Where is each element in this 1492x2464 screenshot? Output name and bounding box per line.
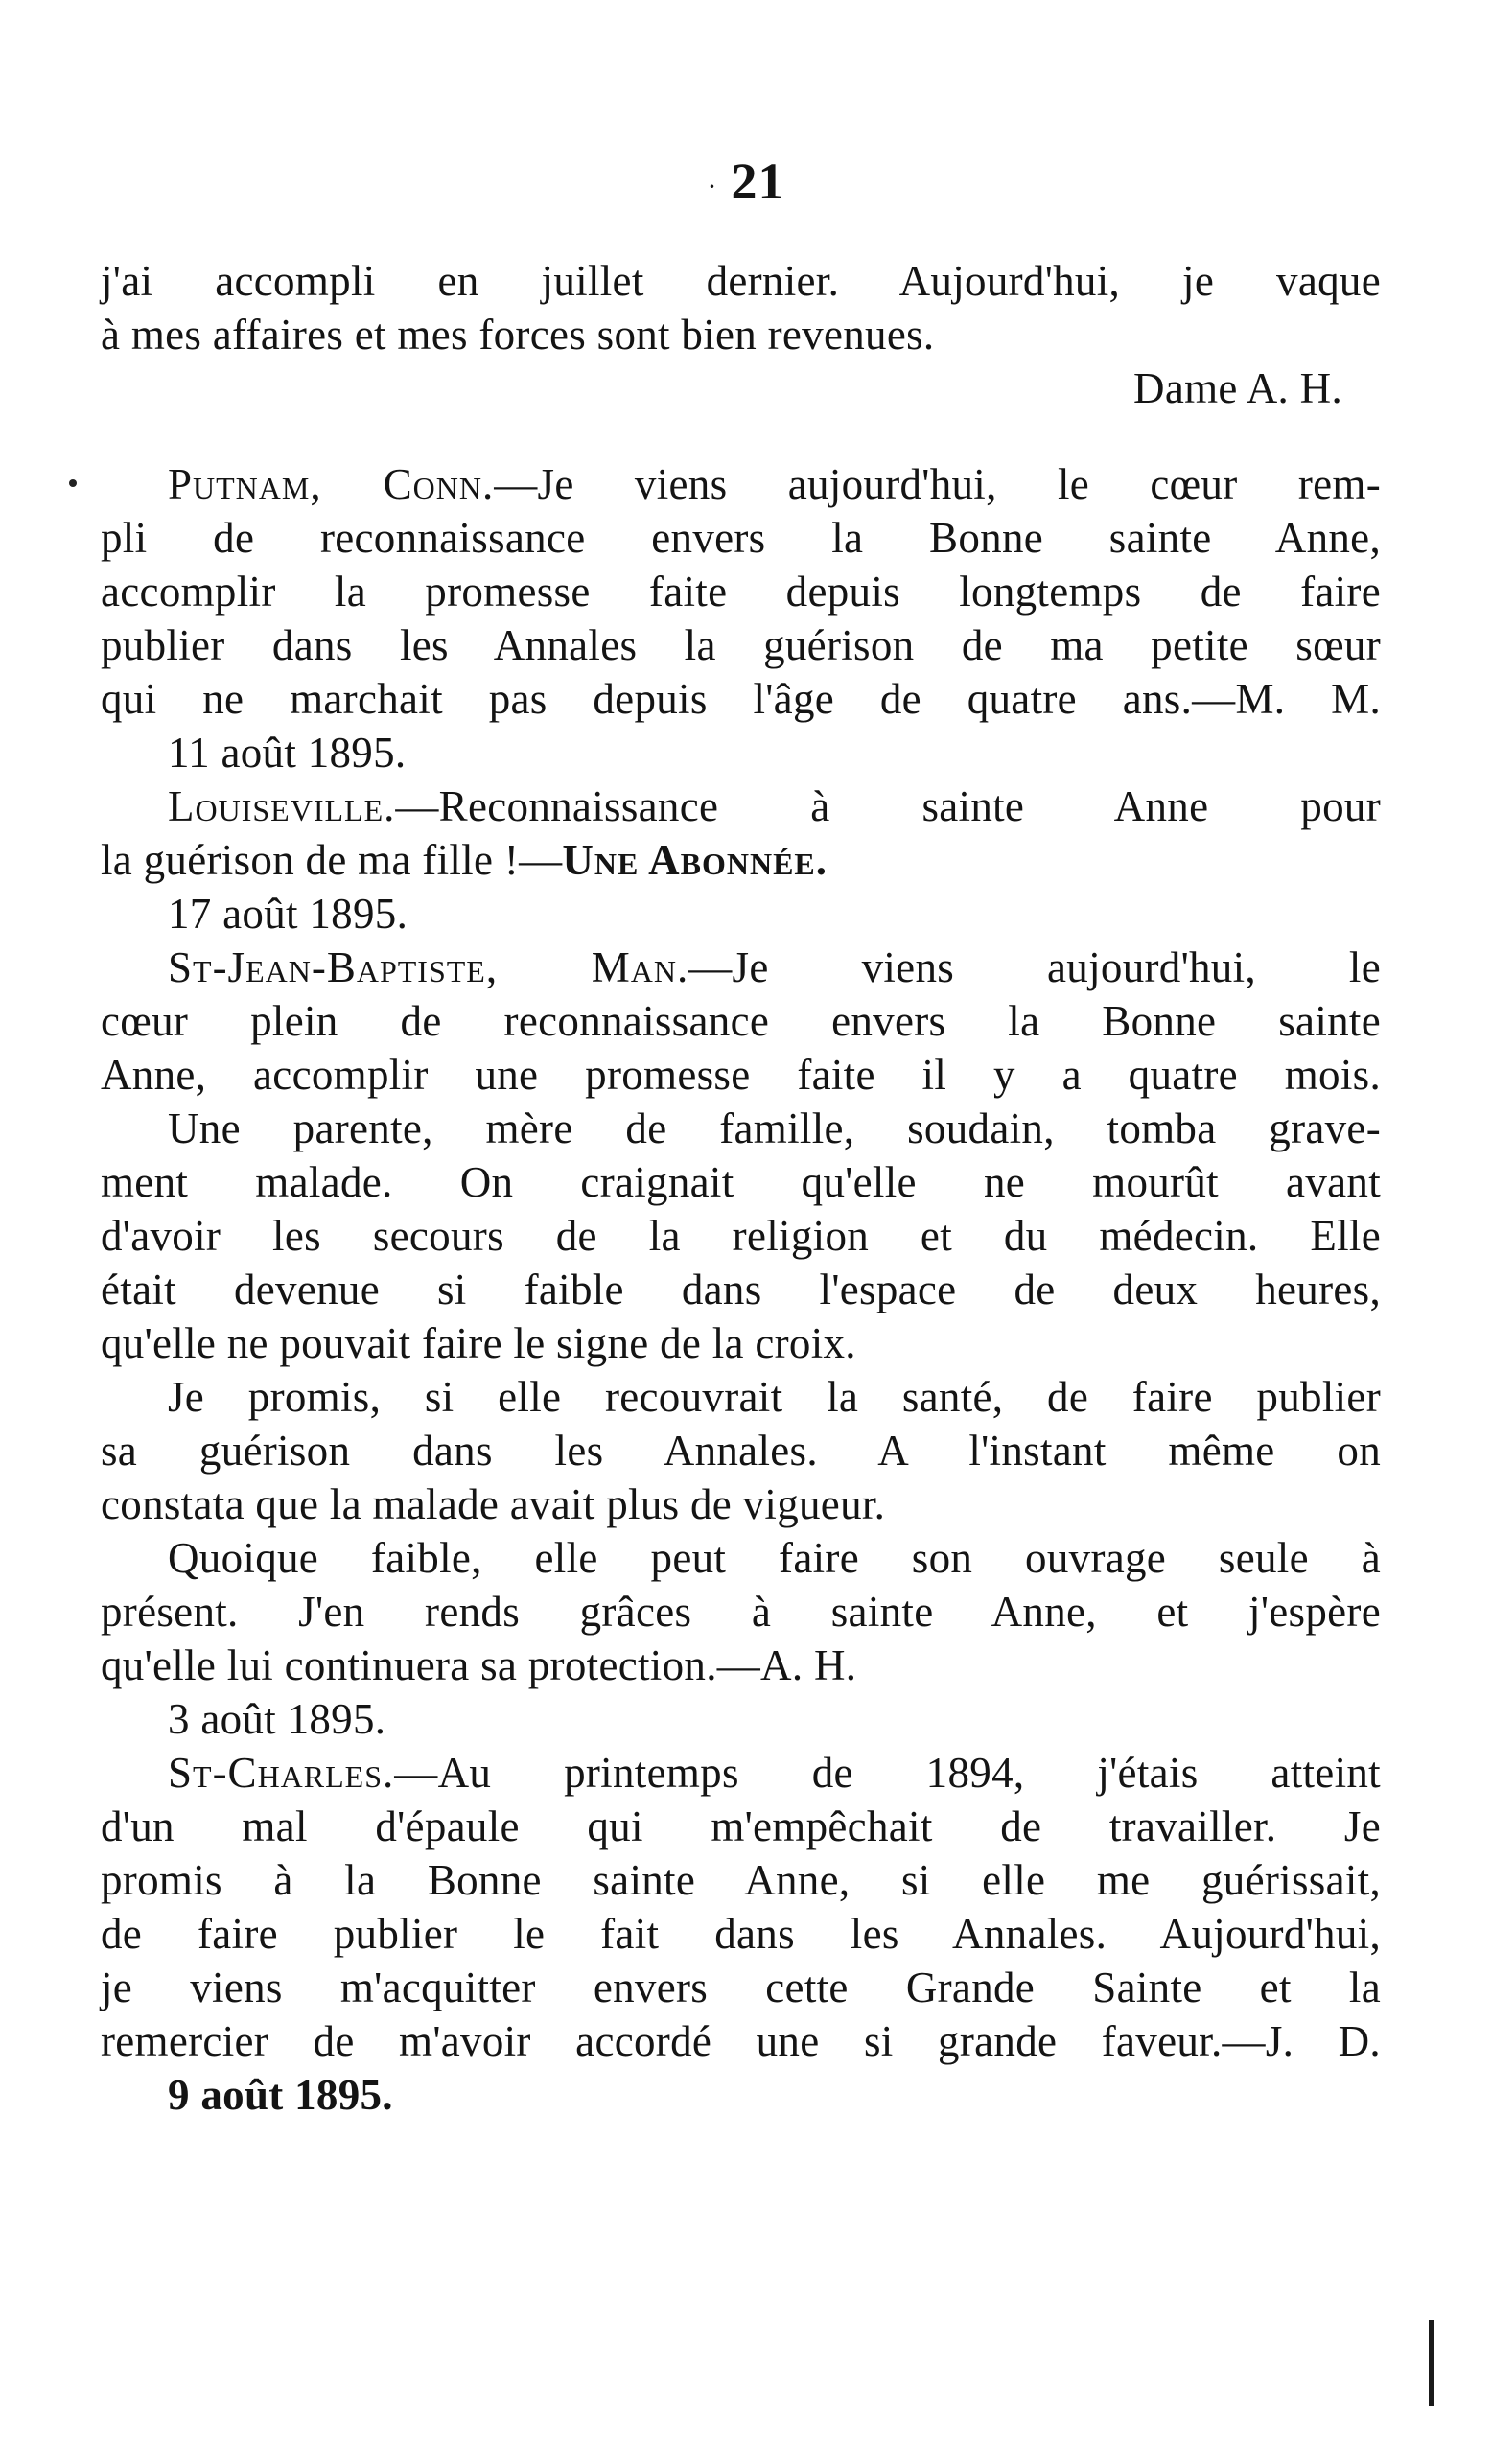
- date-line: 17 août 1895.: [168, 890, 408, 938]
- text-line: présent. J'en rends grâces à sainte Anne, et j'espère: [101, 1588, 1381, 1636]
- page-number-mark: ·: [707, 170, 718, 202]
- text-line: de faire publier le fait dans les Annales. Aujourd'hui,: [101, 1910, 1381, 1958]
- text-line: Quoique faible, elle peut faire son ouvrage seule à: [168, 1534, 1381, 1582]
- entry-heading-line: Louiseville.—Reconnaissance à sainte Anne pour: [168, 782, 1381, 830]
- text-line: j'ai accompli en juillet dernier. Aujourd'hui, je vaque: [101, 257, 1381, 305]
- place-name: Louiseville.: [168, 782, 396, 830]
- signature: Une Abonnée.: [562, 836, 828, 884]
- text-line: sa guérison dans les Annales. A l'instant même on: [101, 1427, 1381, 1475]
- text-line: la guérison de ma fille !—Une Abonnée.: [101, 836, 828, 884]
- page-number-text: 21: [731, 152, 785, 210]
- entry-heading-line: St-Jean-Baptiste, Man.—Je viens aujourd'hui, le: [168, 943, 1381, 991]
- date-line: 9 août 1895.: [168, 2071, 393, 2119]
- entry-heading-line: Putnam, Conn.—Je viens aujourd'hui, le cœur rem-: [168, 460, 1381, 508]
- entry-heading-line: St-Charles.—Au printemps de 1894, j'étais atteint: [168, 1749, 1381, 1797]
- text-line: ment malade. On craignait qu'elle ne mourût avant: [101, 1158, 1381, 1206]
- body-text: [101, 254, 1381, 2122]
- page-number: [0, 151, 1492, 211]
- place-name: Putnam, Conn.: [168, 460, 495, 508]
- text-line: à mes affaires et mes forces sont bien revenues.: [101, 311, 935, 359]
- text-line: accomplir la promesse faite depuis longtemps de faire: [101, 568, 1381, 616]
- place-name: St-Jean-Baptiste, Man.: [168, 943, 689, 991]
- text-line: publier dans les Annales la guérison de ma petite sœur: [101, 621, 1381, 669]
- text-line: cœur plein de reconnaissance envers la Bonne sainte: [101, 997, 1381, 1045]
- text-line: pli de reconnaissance envers la Bonne sainte Anne,: [101, 514, 1381, 562]
- text-line: était devenue si faible dans l'espace de deux heures,: [101, 1266, 1381, 1313]
- text-line: je viens m'acquitter envers cette Grande Sainte et la: [101, 1964, 1381, 2011]
- place-name: St-Charles.: [168, 1749, 395, 1797]
- text-line: remercier de m'avoir accordé une si grande faveur.—J. D.: [101, 2017, 1381, 2065]
- text-line: qu'elle ne pouvait faire le signe de la croix.: [101, 1319, 856, 1367]
- date-line: 3 août 1895.: [168, 1695, 386, 1743]
- date-line: 11 août 1895.: [168, 729, 407, 777]
- text-line: Je promis, si elle recouvrait la santé, de faire publier: [168, 1373, 1381, 1421]
- signature-line: Dame A. H.: [1133, 364, 1342, 412]
- text-line: promis à la Bonne sainte Anne, si elle me guérissait,: [101, 1856, 1381, 1904]
- text-line: Anne, accomplir une promesse faite il y a quatre mois.: [101, 1051, 1381, 1099]
- margin-ink-mark: [1429, 2320, 1434, 2406]
- margin-bullet-mark: [69, 479, 77, 487]
- text-line: constata que la malade avait plus de vigueur.: [101, 1480, 886, 1528]
- text-line: qu'elle lui continuera sa protection.—A. H.: [101, 1641, 857, 1689]
- text-line: qui ne marchait pas depuis l'âge de quatre ans.—M. M.: [101, 675, 1381, 723]
- text-line: d'un mal d'épaule qui m'empêchait de travailler. Je: [101, 1802, 1381, 1850]
- text-line: d'avoir les secours de la religion et du médecin. Elle: [101, 1212, 1381, 1260]
- text-line: Une parente, mère de famille, soudain, tomba grave-: [168, 1104, 1381, 1152]
